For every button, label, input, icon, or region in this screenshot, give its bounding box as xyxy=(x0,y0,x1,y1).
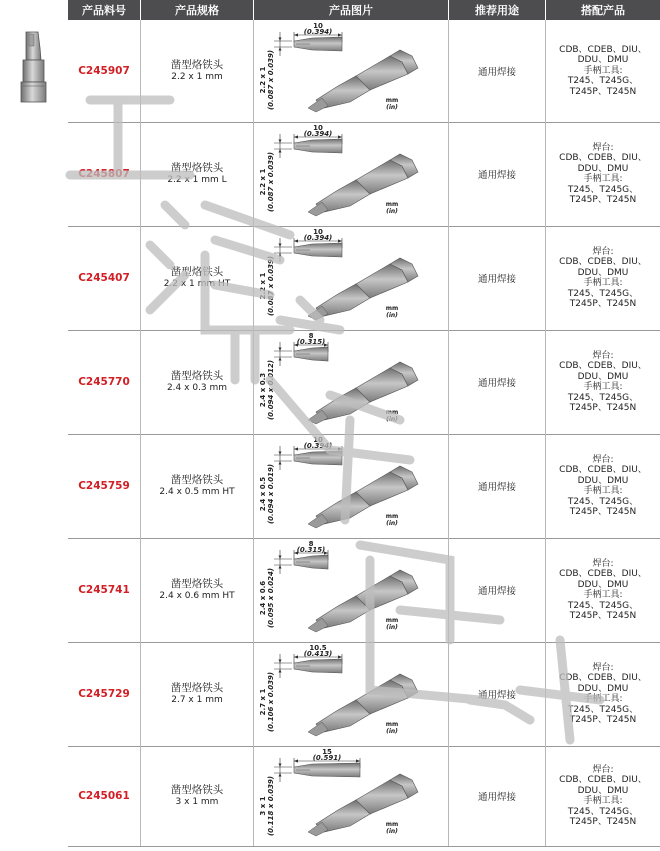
compatible-product-line: T245、T245G、 xyxy=(567,76,639,87)
product-spec: 2.7 x 1 mm xyxy=(171,695,223,705)
use-cell xyxy=(449,538,545,642)
code-cell xyxy=(68,538,140,642)
spec-cell xyxy=(141,226,253,330)
table-row xyxy=(68,122,660,227)
match-cell xyxy=(546,20,660,122)
image-cell xyxy=(254,538,448,642)
match-cell xyxy=(546,434,660,538)
dimension-length-inch: (0.394) xyxy=(303,234,333,242)
table-row xyxy=(68,538,660,643)
use-cell xyxy=(449,330,545,434)
unit-in: (in) xyxy=(386,208,398,215)
dimension-side-inch: (0.087 x 0.039) xyxy=(267,49,275,111)
header-code: 产品料号 xyxy=(68,0,140,20)
use-cell xyxy=(449,20,545,122)
dimension-length: 10 xyxy=(313,436,323,444)
recommended-use: 通用焊接 xyxy=(477,482,516,493)
compatible-product-line: 焊台: xyxy=(592,454,614,465)
compatible-product-line: CDB、CDEB、DIU、 xyxy=(559,569,647,579)
compatible-product-line: 手柄工具: xyxy=(583,174,623,184)
unit-in: (in) xyxy=(386,416,398,423)
dimension-length: 8 xyxy=(308,540,314,548)
compatible-product-line: T245P、T245N xyxy=(569,715,637,725)
product-code: C245729 xyxy=(78,688,130,700)
compatible-product-line: 手柄工具: xyxy=(583,694,623,704)
dimension-length-inch: (0.394) xyxy=(303,442,333,450)
compatible-product-line: T245、T245G、 xyxy=(567,806,639,817)
dimension-length-inch: (0.315) xyxy=(296,546,326,554)
unit-in: (in) xyxy=(386,624,398,631)
dimension-side-inch: (0.094 x 0.019) xyxy=(267,463,275,525)
compatible-product-line: DDU、DMU xyxy=(577,683,629,694)
product-name: 凿型烙铁头 xyxy=(170,266,224,278)
compatible-product-line: 手柄工具: xyxy=(583,590,623,600)
compatible-product-line: CDB、CDEB、DIU、 xyxy=(559,44,647,55)
product-code: C245770 xyxy=(78,376,130,388)
image-cell xyxy=(254,20,448,122)
compatible-product-line: 焊台: xyxy=(592,558,614,569)
unit-in: (in) xyxy=(386,828,398,835)
dimension-side: 2.2 x 1 xyxy=(259,66,267,94)
dimension-length: 8 xyxy=(308,332,314,340)
compatible-product-line: T245、T245G、 xyxy=(567,704,639,715)
dimension-side-inch: (0.106 x 0.039) xyxy=(267,671,275,733)
unit-mm: mm xyxy=(385,97,399,104)
image-cell xyxy=(254,434,448,538)
dimension-side: 2.4 x 0.6 xyxy=(259,580,267,616)
compatible-product-line: T245P、T245N xyxy=(569,86,637,97)
compatible-product-line: T245P、T245N xyxy=(569,299,637,309)
product-spec: 2.2 x 1 mm L xyxy=(167,175,227,185)
tip-thumbnail-icon xyxy=(14,30,54,108)
image-cell xyxy=(254,122,448,226)
compatible-product-line: DDU、DMU xyxy=(577,785,629,796)
header-match: 搭配产品 xyxy=(546,0,660,20)
product-spec: 2.4 x 0.3 mm xyxy=(166,383,228,393)
compatible-product-line: CDB、CDEB、DIU、 xyxy=(559,775,647,785)
recommended-use: 通用焊接 xyxy=(477,170,516,181)
compatible-product-line: CDB、CDEB、DIU、 xyxy=(559,153,647,163)
use-cell xyxy=(449,642,545,746)
compatible-product-line: DDU、DMU xyxy=(577,475,629,486)
unit-mm: mm xyxy=(385,409,399,416)
image-cell xyxy=(254,226,448,330)
use-cell xyxy=(449,746,545,846)
product-code: C245061 xyxy=(78,790,130,802)
match-cell xyxy=(546,330,660,434)
compatible-product-line: 手柄工具: xyxy=(583,65,623,76)
product-code: C245807 xyxy=(78,168,130,180)
compatible-product-line: 手柄工具: xyxy=(583,486,623,496)
dimension-length-inch: (0.394) xyxy=(303,28,333,36)
product-spec: 2.4 x 0.5 mm HT xyxy=(159,487,235,497)
dimension-length: 10 xyxy=(313,124,323,132)
compatible-product-line: CDB、CDEB、DIU、 xyxy=(559,465,647,475)
code-cell xyxy=(68,330,140,434)
code-cell xyxy=(68,434,140,538)
dimension-length: 10.5 xyxy=(309,644,327,652)
code-cell xyxy=(68,746,140,846)
product-spec: 2.4 x 0.6 mm HT xyxy=(159,591,235,601)
compatible-product-line: T245P、T245N xyxy=(569,817,637,827)
compatible-product-line: T245P、T245N xyxy=(569,195,637,205)
match-cell xyxy=(546,642,660,746)
recommended-use: 通用焊接 xyxy=(477,378,516,389)
recommended-use: 通用焊接 xyxy=(477,792,516,803)
compatible-product-line: CDB、CDEB、DIU、 xyxy=(559,673,647,683)
spec-cell xyxy=(141,434,253,538)
unit-mm: mm xyxy=(385,305,399,312)
table-row xyxy=(68,226,660,331)
compatible-product-line: 手柄工具: xyxy=(583,382,623,392)
match-cell xyxy=(546,746,660,846)
compatible-product-line: 焊台: xyxy=(592,350,614,361)
unit-mm: mm xyxy=(385,513,399,520)
dimension-length: 10 xyxy=(313,228,323,236)
product-code: C245907 xyxy=(78,65,130,77)
table-row xyxy=(68,746,660,847)
table-row xyxy=(68,330,660,435)
compatible-product-line: CDB、CDEB、DIU、 xyxy=(559,257,647,267)
code-cell xyxy=(68,642,140,746)
compatible-product-line: T245、T245G、 xyxy=(567,600,639,611)
compatible-product-line: T245P、T245N xyxy=(569,403,637,413)
product-name: 凿型烙铁头 xyxy=(170,59,224,71)
match-cell xyxy=(546,538,660,642)
product-name: 凿型烙铁头 xyxy=(170,474,224,486)
unit-mm: mm xyxy=(385,201,399,208)
table-row xyxy=(68,642,660,747)
compatible-product-line: 手柄工具: xyxy=(583,796,623,806)
tip-drawing xyxy=(254,122,448,226)
dimension-side-inch: (0.118 x 0.039) xyxy=(267,775,275,837)
compatible-product-line: DDU、DMU xyxy=(577,163,629,174)
dimension-length-inch: (0.413) xyxy=(303,650,333,658)
code-cell xyxy=(68,226,140,330)
use-cell xyxy=(449,226,545,330)
product-name: 凿型烙铁头 xyxy=(170,162,224,174)
table-header xyxy=(68,0,660,20)
dimension-side: 2.4 x 0.5 xyxy=(259,476,267,512)
code-cell xyxy=(68,122,140,226)
recommended-use: 通用焊接 xyxy=(477,586,516,597)
compatible-product-line: 焊台: xyxy=(592,764,614,775)
spec-cell xyxy=(141,20,253,122)
tip-drawing xyxy=(254,746,448,846)
compatible-product-line: T245、T245G、 xyxy=(567,392,639,403)
product-spec: 2.2 x 1 mm HT xyxy=(163,279,231,289)
header-image: 产品图片 xyxy=(254,0,448,20)
product-spec: 2.2 x 1 mm xyxy=(171,72,223,82)
match-cell xyxy=(546,122,660,226)
product-spec: 3 x 1 mm xyxy=(175,797,219,807)
dimension-length-inch: (0.315) xyxy=(296,338,326,346)
tip-drawing xyxy=(254,20,448,122)
dimension-length: 15 xyxy=(322,748,332,756)
unit-in: (in) xyxy=(386,520,398,527)
dimension-length-inch: (0.591) xyxy=(312,754,342,762)
unit-mm: mm xyxy=(385,721,399,728)
product-name: 凿型烙铁头 xyxy=(170,370,224,382)
table-row xyxy=(68,20,660,123)
unit-mm: mm xyxy=(385,617,399,624)
compatible-product-line: DDU、DMU xyxy=(577,55,629,66)
unit-in: (in) xyxy=(386,104,398,111)
compatible-product-line: T245P、T245N xyxy=(569,507,637,517)
dimension-side: 2.7 x 1 xyxy=(259,688,267,716)
tip-drawing xyxy=(254,434,448,538)
spec-cell xyxy=(141,122,253,226)
compatible-product-line: T245P、T245N xyxy=(569,611,637,621)
compatible-product-line: 焊台: xyxy=(592,662,614,673)
product-code: C245759 xyxy=(78,480,130,492)
spec-cell xyxy=(141,538,253,642)
tip-drawing xyxy=(254,642,448,746)
spec-cell xyxy=(141,642,253,746)
header-use: 推荐用途 xyxy=(449,0,545,20)
compatible-product-line: DDU、DMU xyxy=(577,371,629,382)
recommended-use: 通用焊接 xyxy=(477,690,516,701)
product-name: 凿型烙铁头 xyxy=(170,682,224,694)
recommended-use: 通用焊接 xyxy=(477,274,516,285)
table-row xyxy=(68,434,660,539)
dimension-side: 2.2 x 1 xyxy=(259,168,267,196)
use-cell xyxy=(449,434,545,538)
tip-drawing xyxy=(254,226,448,330)
dimension-side-inch: (0.087 x 0.039) xyxy=(267,151,275,213)
tip-drawing xyxy=(254,538,448,642)
product-name: 凿型烙铁头 xyxy=(170,578,224,590)
compatible-product-line: T245、T245G、 xyxy=(567,288,639,299)
product-code: C245741 xyxy=(78,584,130,596)
tip-drawing xyxy=(254,330,448,434)
dimension-length-inch: (0.394) xyxy=(303,130,333,138)
image-cell xyxy=(254,330,448,434)
compatible-product-line: T245、T245G、 xyxy=(567,496,639,507)
dimension-side-inch: (0.094 x 0.012) xyxy=(267,359,275,421)
compatible-product-line: 焊台: xyxy=(592,142,614,153)
dimension-side: 3 x 1 xyxy=(259,796,267,816)
unit-mm: mm xyxy=(385,821,399,828)
product-name: 凿型烙铁头 xyxy=(170,784,224,796)
compatible-product-line: CDB、CDEB、DIU、 xyxy=(559,361,647,371)
image-cell xyxy=(254,746,448,846)
recommended-use: 通用焊接 xyxy=(477,67,516,78)
use-cell xyxy=(449,122,545,226)
dimension-side: 2.2 x 1 xyxy=(259,272,267,300)
unit-in: (in) xyxy=(386,312,398,319)
unit-in: (in) xyxy=(386,728,398,735)
dimension-length: 10 xyxy=(313,22,323,30)
spec-cell xyxy=(141,746,253,846)
compatible-product-line: 手柄工具: xyxy=(583,278,623,288)
dimension-side-inch: (0.095 x 0.024) xyxy=(267,567,275,629)
compatible-product-line: T245、T245G、 xyxy=(567,184,639,195)
dimension-side: 2.4 x 0.3 xyxy=(259,372,267,408)
compatible-product-line: 焊台: xyxy=(592,246,614,257)
compatible-product-line: DDU、DMU xyxy=(577,579,629,590)
compatible-product-line: DDU、DMU xyxy=(577,267,629,278)
spec-cell xyxy=(141,330,253,434)
code-cell xyxy=(68,20,140,122)
product-code: C245407 xyxy=(78,272,130,284)
match-cell xyxy=(546,226,660,330)
dimension-side-inch: (0.087 x 0.039) xyxy=(267,255,275,317)
header-spec: 产品规格 xyxy=(141,0,253,20)
image-cell xyxy=(254,642,448,746)
